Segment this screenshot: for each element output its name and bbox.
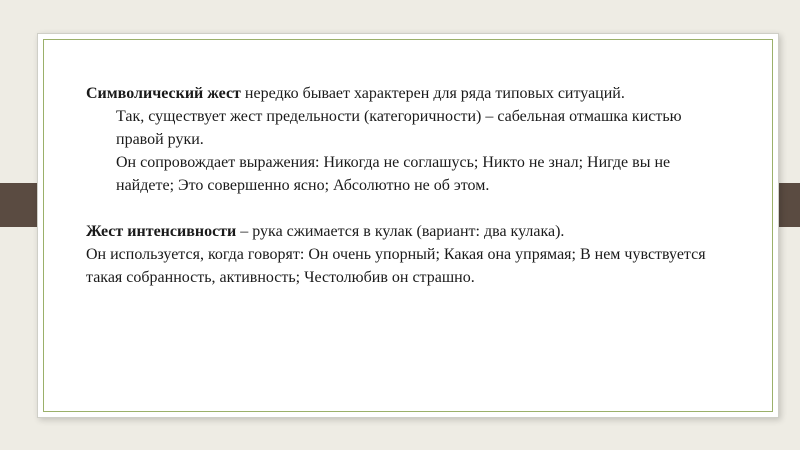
paragraph-intensity-gesture-text: – рука сжимается в кулак (вариант: два кулака).	[236, 223, 565, 240]
paragraph-intensity-usage: Он используется, когда говорят: Он очень упорный; Какая она упрямая; В нем чувствуется такая собранность, активность; Честолюбив он страшно.	[86, 246, 706, 286]
term-symbolic-gesture: Символический жест	[86, 85, 241, 102]
slide-text-body	[86, 82, 706, 289]
paragraph-symbolic-gesture-text: нередко бывает характерен для ряда типовых ситуаций.	[240, 85, 625, 102]
paragraph-symbolic-gesture	[86, 82, 706, 105]
paragraph-spacer	[86, 197, 706, 220]
paragraph-intensity-gesture	[86, 220, 706, 243]
paragraph-finality-gesture: Так, существует жест предельности (категоричности) – сабельная отмашка кистью правой руки.	[116, 108, 682, 148]
term-intensity-gesture: Жест интенсивности	[86, 223, 237, 240]
paragraph-expressions: Он сопровождает выражения: Никогда не соглашусь; Никто не знал; Нигде вы не найдете; Это совершенно ясно; Абсолютно не об этом.	[116, 154, 671, 194]
